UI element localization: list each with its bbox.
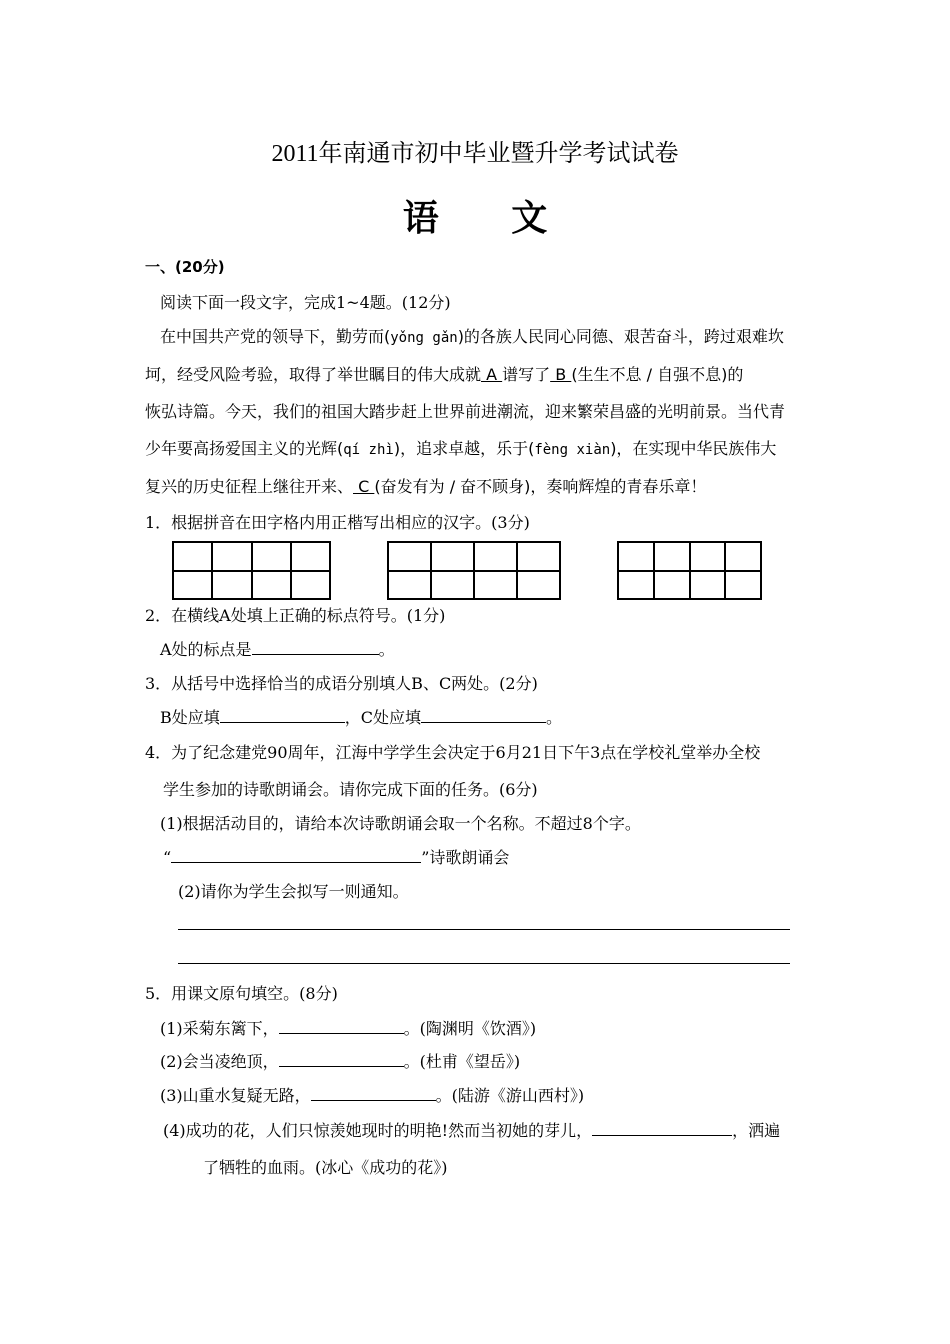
grid-cell[interactable]	[431, 542, 474, 571]
question-4-sub-2: (2)请你为学生会拟写一则通知。	[178, 882, 409, 901]
passage-text: 少年要高扬爱国主义的光辉(	[145, 439, 344, 458]
question-5-4	[163, 1118, 780, 1141]
question-4-line-1: 4．为了纪念建党90周年，江海中学学生会决定于6月21日下午3点在学校礼堂举办全校	[145, 743, 761, 762]
question-3: 3．从括号中选择恰当的成语分别填人B、C两处。(2分)	[145, 674, 538, 693]
blank-a: A	[481, 365, 503, 384]
grid-cell[interactable]	[252, 542, 291, 571]
passage-text: 在中国共产党的领导下，勤劳而(	[160, 327, 391, 346]
passage-text: 坷，经受风险考验，取得了举世瞩目的伟大成就	[145, 365, 482, 384]
verse-text: (3)山重水复疑无路，	[160, 1086, 311, 1105]
passage-line-4	[145, 436, 776, 459]
grid-cell[interactable]	[173, 542, 212, 571]
grid-cell[interactable]	[474, 542, 517, 571]
verse-source: 。(陶渊明《饮酒》)	[403, 1019, 537, 1038]
section-heading: 一、(20分)	[145, 258, 225, 276]
passage-line-5	[145, 474, 706, 497]
passage-line-3: 恢弘诗篇。今天，我们的祖国大踏步赶上世界前进潮流，迎来繁荣昌盛的光明前景。当代青	[145, 402, 786, 421]
grid-cell[interactable]	[618, 542, 654, 571]
question-5-4-cont: 了牺牲的血雨。(冰心《成功的花》)	[203, 1158, 448, 1177]
answer-line-2[interactable]	[178, 963, 790, 964]
answer-line-1[interactable]	[178, 929, 790, 930]
verse-blank[interactable]	[279, 1052, 404, 1067]
verse-blank[interactable]	[592, 1121, 732, 1136]
verse-text: (4)成功的花，人们只惊羡她现时的明艳!然而当初她的芽儿，	[163, 1121, 593, 1140]
grid-cell[interactable]	[725, 542, 761, 571]
passage-line-1	[160, 324, 784, 347]
grid-cell[interactable]	[618, 571, 654, 600]
writing-grid-2[interactable]	[387, 541, 561, 600]
question-4-line-2: 学生参加的诗歌朗诵会。请你完成下面的任务。(6分)	[163, 780, 538, 799]
passage-text: (生生不息 / 自强不息)的	[571, 365, 744, 384]
verse-source: 。(陆游《游山西村》)	[435, 1086, 585, 1105]
pinyin-qizhi: qí zhì	[343, 442, 394, 458]
writing-grid-1[interactable]	[172, 541, 331, 600]
verse-blank[interactable]	[279, 1019, 404, 1034]
verse-source: 。(杜甫《望岳》)	[403, 1052, 521, 1071]
quote-close: ”诗歌朗诵会	[421, 848, 510, 867]
question-2-answer	[160, 637, 395, 660]
passage-text: )的各族人民同心同德、艰苦奋斗，跨过艰难坎	[457, 327, 784, 346]
verse-text: (2)会当凌绝顶，	[160, 1052, 279, 1071]
punct: 。	[378, 640, 395, 659]
grid-cell[interactable]	[517, 571, 560, 600]
answer-label: A处的标点是	[160, 640, 252, 659]
passage-text: )，追求卓越，乐于(	[393, 439, 535, 458]
writing-grid-3[interactable]	[617, 541, 762, 600]
grid-cell[interactable]	[690, 542, 726, 571]
grid-cell[interactable]	[725, 571, 761, 600]
pinyin-yonggan: yǒng gǎn	[390, 330, 458, 346]
grid-cell[interactable]	[690, 571, 726, 600]
grid-cell[interactable]	[654, 542, 690, 571]
punct: 。	[546, 708, 563, 727]
exam-title: 2011年南通市初中毕业暨升学考试试卷	[271, 141, 679, 167]
grid-cell[interactable]	[517, 542, 560, 571]
blank-b: B	[550, 365, 572, 384]
answer-label: B处应填	[160, 708, 220, 727]
passage-text: )，在实现中华民族伟大	[610, 439, 777, 458]
question-3-answer	[160, 705, 562, 728]
reading-intro: 阅读下面一段文字，完成1~4题。(12分)	[160, 293, 451, 312]
verse-text: ，洒遍	[732, 1121, 781, 1140]
passage-text: 复兴的历史征程上继往开来、	[145, 477, 354, 496]
pinyin-fengxian: fèng xiàn	[534, 442, 611, 458]
question-5-3	[160, 1083, 584, 1106]
answer-blank[interactable]	[252, 640, 379, 655]
grid-cell[interactable]	[212, 542, 251, 571]
question-5-2	[160, 1049, 520, 1072]
verse-text: (1)采菊东篱下，	[160, 1019, 279, 1038]
verse-blank[interactable]	[311, 1086, 436, 1101]
answer-blank-b[interactable]	[220, 708, 345, 723]
question-4-sub-1-answer	[163, 845, 509, 868]
answer-label: ，C处应填	[344, 708, 422, 727]
question-1: 1．根据拼音在田字格内用正楷写出相应的汉字。(3分)	[145, 513, 530, 532]
question-2: 2．在横线A处填上正确的标点符号。(1分)	[145, 606, 446, 625]
grid-cell[interactable]	[388, 542, 431, 571]
subject-title: 语 文	[402, 197, 578, 239]
grid-cell[interactable]	[431, 571, 474, 600]
question-5-1	[160, 1016, 536, 1039]
grid-cell[interactable]	[252, 571, 291, 600]
passage-text: 谱写了	[502, 365, 551, 384]
passage-text: (奋发有为 / 奋不顾身)，奏响辉煌的青春乐章！	[374, 477, 707, 496]
grid-cell[interactable]	[291, 571, 330, 600]
name-blank[interactable]	[171, 848, 421, 863]
answer-blank-c[interactable]	[421, 708, 546, 723]
blank-c: C	[353, 477, 375, 496]
question-5: 5．用课文原句填空。(8分)	[145, 984, 338, 1003]
grid-cell[interactable]	[654, 571, 690, 600]
grid-cell[interactable]	[173, 571, 212, 600]
grid-cell[interactable]	[474, 571, 517, 600]
quote-open: “	[163, 848, 172, 867]
passage-line-2	[145, 362, 743, 385]
question-4-sub-1: (1)根据活动目的，请给本次诗歌朗诵会取一个名称。不超过8个字。	[160, 814, 641, 833]
grid-cell[interactable]	[388, 571, 431, 600]
grid-cell[interactable]	[291, 542, 330, 571]
grid-cell[interactable]	[212, 571, 251, 600]
